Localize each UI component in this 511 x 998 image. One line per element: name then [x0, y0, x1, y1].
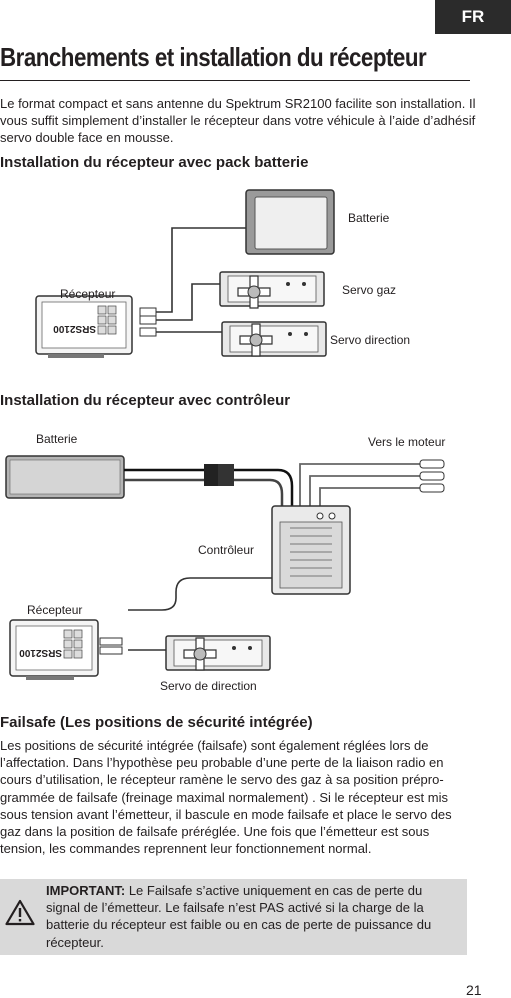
connectors — [140, 308, 156, 336]
label-battery: Batterie — [348, 211, 390, 225]
motor-leads — [300, 464, 420, 512]
steering-servo-2 — [166, 636, 270, 670]
battery-install-diagram — [0, 180, 470, 365]
notice-label: IMPORTANT: — [46, 883, 126, 898]
section-heading-failsafe: Failsafe (Les positions de sécurité intégrée) — [0, 714, 313, 731]
svg-text:SRS2100: SRS2100 — [53, 323, 96, 334]
label-controller: Contrôleur — [198, 543, 255, 557]
language-tab: FR — [435, 0, 511, 34]
connectors-2 — [100, 638, 122, 654]
battery-pack-2 — [6, 456, 124, 498]
label-steering-servo-2: Servo de direction — [160, 679, 257, 693]
controller-install-diagram — [0, 424, 470, 696]
speed-controller — [272, 506, 350, 594]
section-heading-battery-install: Installation du récepteur avec pack batterie — [0, 154, 309, 171]
receiver-unit — [36, 296, 132, 358]
label-receiver: Récepteur — [60, 287, 116, 301]
motor-lead-connectors — [420, 460, 444, 492]
intro-paragraph: Le format compact et sans antenne du Spektrum SR2100 facilite son installation. Il vous suffit simplement d’installer le récepteur dans votre véhicule à l’aide d’adhésif servo double face en mousse. — [0, 96, 476, 145]
receiver-unit-2 — [10, 620, 98, 680]
battery-pack — [246, 190, 334, 254]
steering-servo — [222, 322, 326, 356]
svg-text:SRS2100: SRS2100 — [19, 647, 62, 658]
label-steering-servo: Servo direction — [330, 333, 411, 347]
label-throttle-servo: Servo gaz — [342, 283, 397, 297]
throttle-servo — [220, 272, 324, 308]
failsafe-paragraph: Les positions de sécurité intégrée (failsafe) sont également réglées lors de l’affectation. Dans l’hypothèse peu probable d’une perte de la liaison radio en cours d’utilisation, le récepteur ramène le servo des gaz à sa position préprogrammée de failsafe (freinage maximal normalement) . Si le récepteur est mis sous tension avant l’émetteur, il bascule en mode failsafe et place le servo des gaz dans la position de failsafe préréglée. Une fois que l’émetteur est sous tension, les commandes reprennent leur fonctionnement normal. — [0, 738, 452, 857]
signal-lead — [128, 578, 272, 610]
label-to-motor: Vers le moteur — [368, 435, 446, 449]
warning-icon — [5, 899, 35, 926]
notice-body: Le Failsafe s’active uniquement en cas de perte du signal de l’émetteur. Le failsafe n’est PAS activé si la charge de la batterie du récepteur est faible ou en cas de perte de puissance du récepteur. — [46, 883, 432, 950]
important-notice — [0, 879, 467, 955]
page-title: Branchements et installation du récepteur — [0, 42, 427, 72]
notice-text — [46, 882, 458, 951]
page-number: 21 — [466, 982, 482, 998]
label-battery-2: Batterie — [36, 432, 78, 446]
section-heading-controller-install: Installation du récepteur avec contrôleur — [0, 392, 291, 409]
title-divider — [0, 80, 470, 81]
power-connector — [204, 464, 234, 486]
label-receiver-2: Récepteur — [27, 603, 83, 617]
